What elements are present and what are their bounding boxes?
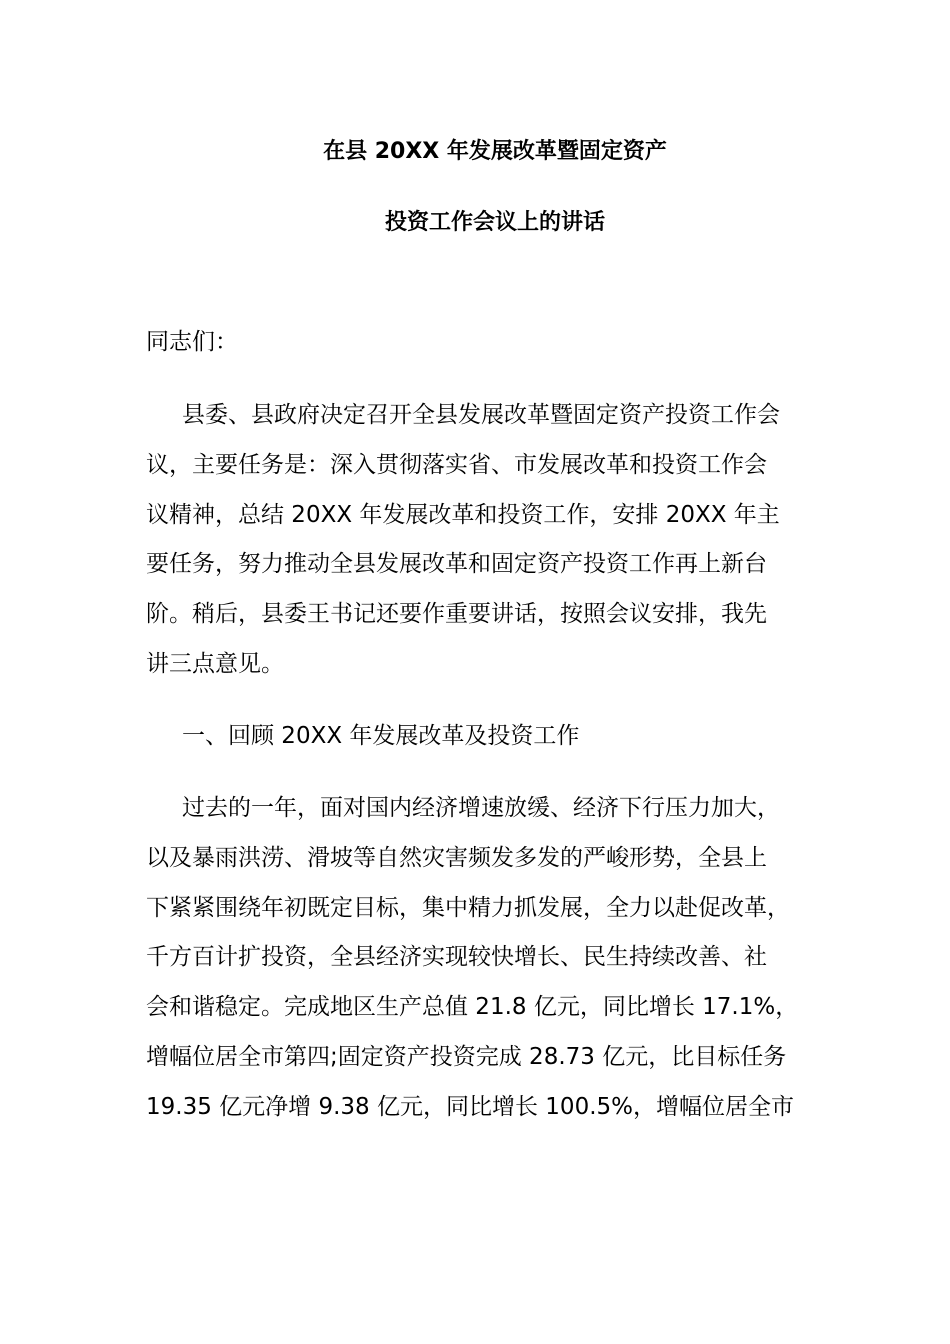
paragraph-1-line-4: 要任务，努力推动全县发展改革和固定资产投资工作再上新台 xyxy=(146,551,767,577)
paragraph-2-line-1: 过去的一年，面对国内经济增速放缓、经济下行压力加大， xyxy=(182,795,780,821)
paragraph-2-line-4: 千方百计扩投资，全县经济实现较快增长、民生持续改善、社 xyxy=(146,944,767,970)
paragraph-2-line-5: 会和谐稳定。完成地区生产总值 21.8 亿元，同比增长 17.1%， xyxy=(146,994,799,1020)
paragraph-1-line-2: 议，主要任务是：深入贯彻落实省、市发展改革和投资工作会 xyxy=(146,452,767,478)
paragraph-2-line-7: 19.35 亿元净增 9.38 亿元，同比增长 100.5%，增幅位居全市 xyxy=(146,1094,794,1120)
paragraph-2-line-6: 增幅位居全市第四;固定资产投资完成 28.73 亿元，比目标任务 xyxy=(146,1044,787,1070)
paragraph-1-line-1: 县委、县政府决定召开全县发展改革暨固定资产投资工作会 xyxy=(182,402,780,428)
salutation: 同志们： xyxy=(146,329,238,355)
paragraph-1-line-5: 阶。稍后，县委王书记还要作重要讲话，按照会议安排，我先 xyxy=(146,601,767,627)
paragraph-1-line-6: 讲三点意见。 xyxy=(146,651,284,677)
section-1-heading: 一、回顾 20XX 年发展改革及投资工作 xyxy=(182,723,580,749)
document-title-line-1: 在县 20XX 年发展改革暨固定资产 xyxy=(323,139,667,164)
paragraph-2-line-3: 下紧紧围绕年初既定目标，集中精力抓发展，全力以赴促改革， xyxy=(146,895,790,921)
paragraph-1-line-3: 议精神，总结 20XX 年发展改革和投资工作，安排 20XX 年主 xyxy=(146,502,780,528)
paragraph-2-line-2: 以及暴雨洪涝、滑坡等自然灾害频发多发的严峻形势，全县上 xyxy=(146,845,767,871)
document-title-line-2: 投资工作会议上的讲话 xyxy=(384,210,605,235)
